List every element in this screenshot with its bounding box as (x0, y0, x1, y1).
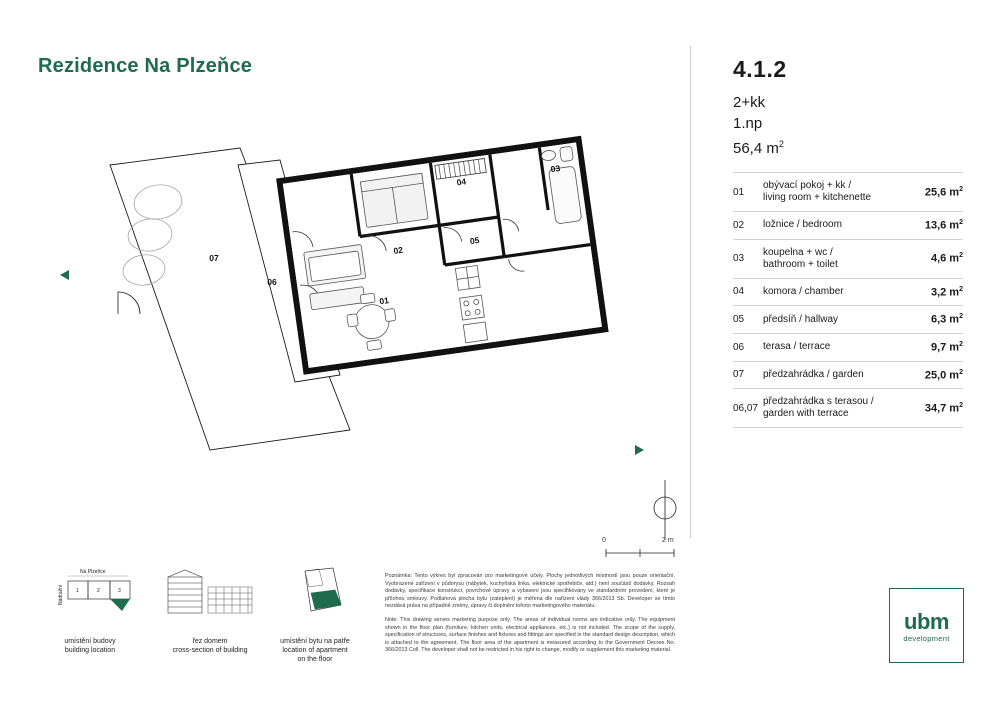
room-label: komora / chamber (763, 285, 844, 297)
svg-text:04: 04 (455, 176, 467, 188)
room-area: 34,7 $m^2$ (924, 401, 963, 415)
unit-area: 56,4 $m^2$ (733, 139, 784, 157)
room-number: 07 (733, 369, 745, 381)
room-area: 4,6 $m^2$ (930, 252, 963, 265)
table-row (733, 361, 963, 389)
table-row (733, 173, 963, 212)
unit-floor: 1.np (733, 115, 763, 132)
table-row (733, 212, 963, 240)
logo-tagline: development (903, 634, 950, 643)
ubm-logo (889, 588, 964, 663)
apartment-on-floor-caption: umístění bytu na patře location of apartment on the floor (280, 638, 350, 663)
table-row (733, 389, 963, 428)
room-label: předzahrádka / garden (763, 368, 864, 380)
scale-bar (600, 537, 680, 565)
svg-text:06: 06 (267, 277, 277, 287)
note-en: Note: This drawing serves marketing purpose only. The areas of individual rooms are indicative only. The equipment shown in the floor plan (furniture, kitchen units, electrical appliances, etc.) is not included. The scope of the supply, specification of structures, surface finishes and fixtures and fittings are specified in the standard design description, which is attached to the agreement. The floor area of the apartment is measured according to the Government Decree No. 366/2013 Coll. The developer shall not be restricted in his right to change, modify or supplement this marketing material. (385, 616, 675, 654)
cross-section-icon (160, 565, 270, 630)
unit-meta (733, 92, 784, 159)
street-label-nadrazni: Nádražní (58, 584, 64, 605)
logo-wordmark: ubm (904, 609, 949, 634)
room-number: 03 (733, 253, 745, 265)
room-number: 02 (733, 219, 745, 231)
svg-text:02: 02 (392, 244, 404, 256)
room-area: 3,2 $m^2$ (930, 285, 963, 299)
room-area: 25,0 $m^2$ (924, 368, 963, 382)
svg-text:07: 07 (209, 253, 219, 263)
table-row (733, 333, 963, 361)
svg-text:2: 2 (97, 588, 100, 594)
table-row (733, 306, 963, 334)
building-location-caption: umístění budovy building location (64, 638, 116, 654)
scale-end: 2 m (662, 537, 674, 544)
svg-text:05: 05 (469, 234, 481, 247)
room-number: 06,07 (733, 402, 759, 414)
room-area: 6,3 $m^2$ (930, 313, 963, 326)
floor-plan (40, 130, 670, 550)
scale-start: 0 (602, 537, 606, 544)
svg-text:1: 1 (76, 588, 79, 594)
table-row (733, 278, 963, 306)
room-label: ložnice / bedroom (763, 219, 842, 231)
bottom-icon-row (40, 565, 370, 675)
note-cs: Poznámka: Tento výkres byl zpracován pro marketingové účely. Plochy jednotlivých místností jsou pouze orientační. Vyobrazené zařízení v půdorysu (nábytek, kuchyňská linka, elektrické spotřebiče, atd.) není součástí dodávky. Rozsah dodávky, specifikace konstrukcí, povrchové úpravy a vybavení jsou specifikovány ve standardním provedení, které je přílohou smlouvy. Podlahová plocha bytu (zateplení) je měřena dle nařízení vlády 366/2013 Sb. Developer se tímto nezdává práva na případné změny, úpravy či doplnění tohoto marketingového materiálu. (385, 573, 675, 610)
svg-text:03: 03 (550, 163, 561, 175)
room-label: koupelna + wc / bathroom + toilet (763, 246, 838, 270)
cross-section-caption: řez domem cross-section of building (172, 638, 248, 654)
room-number: 05 (733, 314, 745, 326)
room-number: 04 (733, 286, 745, 298)
room-area-table (733, 172, 963, 428)
street-label-na-plzence: Na Plzeňce (80, 569, 106, 575)
room-area: 25,6 $m^2$ (924, 185, 963, 199)
unit-layout: 2+kk (733, 94, 766, 111)
apartment-on-floor-icon (285, 565, 375, 630)
room-label: obývací pokoj + kk / living room + kitchenette (763, 180, 872, 203)
room-label: předsíň / hallway (763, 313, 839, 325)
room-area: 13,6 $m^2$ (924, 219, 963, 232)
page-title: Rezidence Na Plzeňce (38, 55, 253, 77)
building-location-icon (50, 565, 160, 630)
room-number: 06 (733, 341, 745, 353)
room-number: 01 (733, 186, 745, 198)
table-row (733, 239, 963, 278)
room-area: 9,7 $m^2$ (930, 340, 963, 354)
unit-code: 4.1.2 (733, 56, 787, 82)
vertical-divider (690, 46, 691, 538)
marketing-note (385, 573, 675, 661)
room-label: předzahrádka s terasou / garden with terrace (763, 396, 874, 420)
compass-icon (645, 480, 685, 540)
room-label: terasa / terrace (763, 341, 831, 353)
svg-text:3: 3 (118, 588, 121, 594)
svg-text:01: 01 (378, 295, 390, 307)
